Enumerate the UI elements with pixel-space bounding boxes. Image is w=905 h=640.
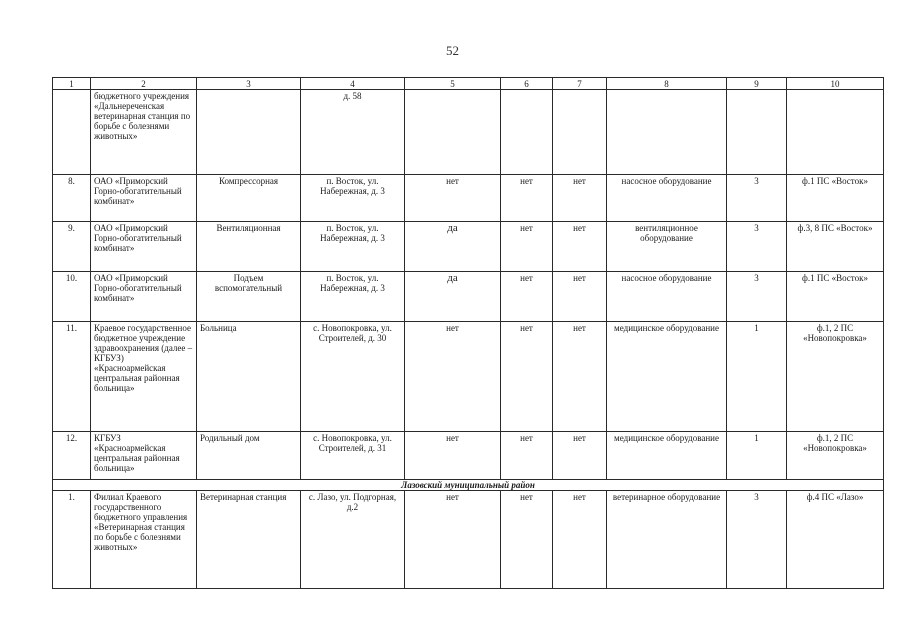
col7-cell: нет [553,322,607,432]
address-cell: с. Новопокровка, ул. Строителей, д. 31 [301,432,405,480]
col5-cell: нет [405,432,501,480]
header-cell: 8 [607,78,727,90]
table-row [53,175,884,222]
col6-cell: нет [501,432,553,480]
feeder-cell: ф.1 ПС «Восток» [787,272,884,322]
equipment-cell: ветеринарное оборудование [607,491,727,589]
col7-cell: нет [553,491,607,589]
col7-cell: нет [553,272,607,322]
header-cell: 5 [405,78,501,90]
organization-cell: бюджетного учреждения «Дальнереченская ветеринарная станция по борьбе с болезнями животных» [91,90,197,175]
col6-cell [501,90,553,175]
feeder-cell: ф.1, 2 ПС «Новопокровка» [787,322,884,432]
row-number: 9. [53,222,91,272]
header-cell: 4 [301,78,405,90]
object-cell: Больница [197,322,301,432]
registry-table [52,77,884,589]
col7-cell: нет [553,222,607,272]
col7-cell [553,90,607,175]
object-cell: Подъем вспомогательный [197,272,301,322]
equipment-cell: медицинское оборудование [607,322,727,432]
header-cell: 3 [197,78,301,90]
equipment-cell: насосное оборудование [607,272,727,322]
table-row [53,222,884,272]
address-cell: с. Новопокровка, ул. Строителей, д. 30 [301,322,405,432]
feeder-cell: ф.3, 8 ПС «Восток» [787,222,884,272]
row-number: 1. [53,491,91,589]
table-row [53,491,884,589]
table-row [53,272,884,322]
object-cell: Ветеринарная станция [197,491,301,589]
header-cell: 2 [91,78,197,90]
col7-cell: нет [553,175,607,222]
feeder-cell: ф.1 ПС «Восток» [787,175,884,222]
address-cell: п. Восток, ул. Набережная, д. 3 [301,222,405,272]
category-cell: 3 [727,491,787,589]
col6-cell: нет [501,222,553,272]
category-cell: 3 [727,222,787,272]
feeder-cell: ф.4 ПС «Лазо» [787,491,884,589]
category-cell: 3 [727,272,787,322]
row-number: 11. [53,322,91,432]
object-cell: Компрессорная [197,175,301,222]
page-number: 52 [446,43,459,58]
address-cell: п. Восток, ул. Набережная, д. 3 [301,272,405,322]
category-cell [727,90,787,175]
row-number: 8. [53,175,91,222]
object-cell: Родильный дом [197,432,301,480]
equipment-cell: медицинское оборудование [607,432,727,480]
table-row [53,432,884,480]
organization-cell: Филиал Краевого государственного бюджетного управления «Ветеринарная станция по борьбе с болезнями животных» [91,491,197,589]
organization-cell: КГБУЗ «Красноармейская центральная районная больница» [91,432,197,480]
row-number [53,90,91,175]
address-cell: д. 58 [301,90,405,175]
organization-cell: ОАО «Приморский Горно-обогатительный комбинат» [91,222,197,272]
col5-cell: да [405,222,501,272]
header-cell: 1 [53,78,91,90]
header-row [53,78,884,90]
table-row [53,322,884,432]
header-cell: 10 [787,78,884,90]
col7-cell: нет [553,432,607,480]
col5-cell: нет [405,175,501,222]
row-number: 12. [53,432,91,480]
equipment-cell: насосное оборудование [607,175,727,222]
feeder-cell: ф.1, 2 ПС «Новопокровка» [787,432,884,480]
header-cell: 6 [501,78,553,90]
address-cell: с. Лазо, ул. Подгорная, д.2 [301,491,405,589]
organization-cell: ОАО «Приморский Горно-обогатительный комбинат» [91,175,197,222]
address-cell: п. Восток, ул. Набережная, д. 3 [301,175,405,222]
col6-cell: нет [501,272,553,322]
equipment-cell [607,90,727,175]
col5-cell [405,90,501,175]
object-cell: Вентиляционная [197,222,301,272]
col5-cell: да [405,272,501,322]
equipment-cell: вентиляционное оборудование [607,222,727,272]
category-cell: 3 [727,175,787,222]
row-number: 10. [53,272,91,322]
category-cell: 1 [727,322,787,432]
col6-cell: нет [501,322,553,432]
col6-cell: нет [501,491,553,589]
table-row [53,90,884,175]
col5-cell: нет [405,491,501,589]
header-cell: 9 [727,78,787,90]
col5-cell: нет [405,322,501,432]
section-row [53,480,884,491]
category-cell: 1 [727,432,787,480]
col6-cell: нет [501,175,553,222]
section-title: Лазовский муниципальный район [53,480,884,491]
organization-cell: ОАО «Приморский Горно-обогатительный комбинат» [91,272,197,322]
header-cell: 7 [553,78,607,90]
feeder-cell [787,90,884,175]
organization-cell: Краевое государственное бюджетное учреждение здравоохранения (далее – КГБУЗ) «Красноармейская центральная районная больница» [91,322,197,432]
object-cell [197,90,301,175]
